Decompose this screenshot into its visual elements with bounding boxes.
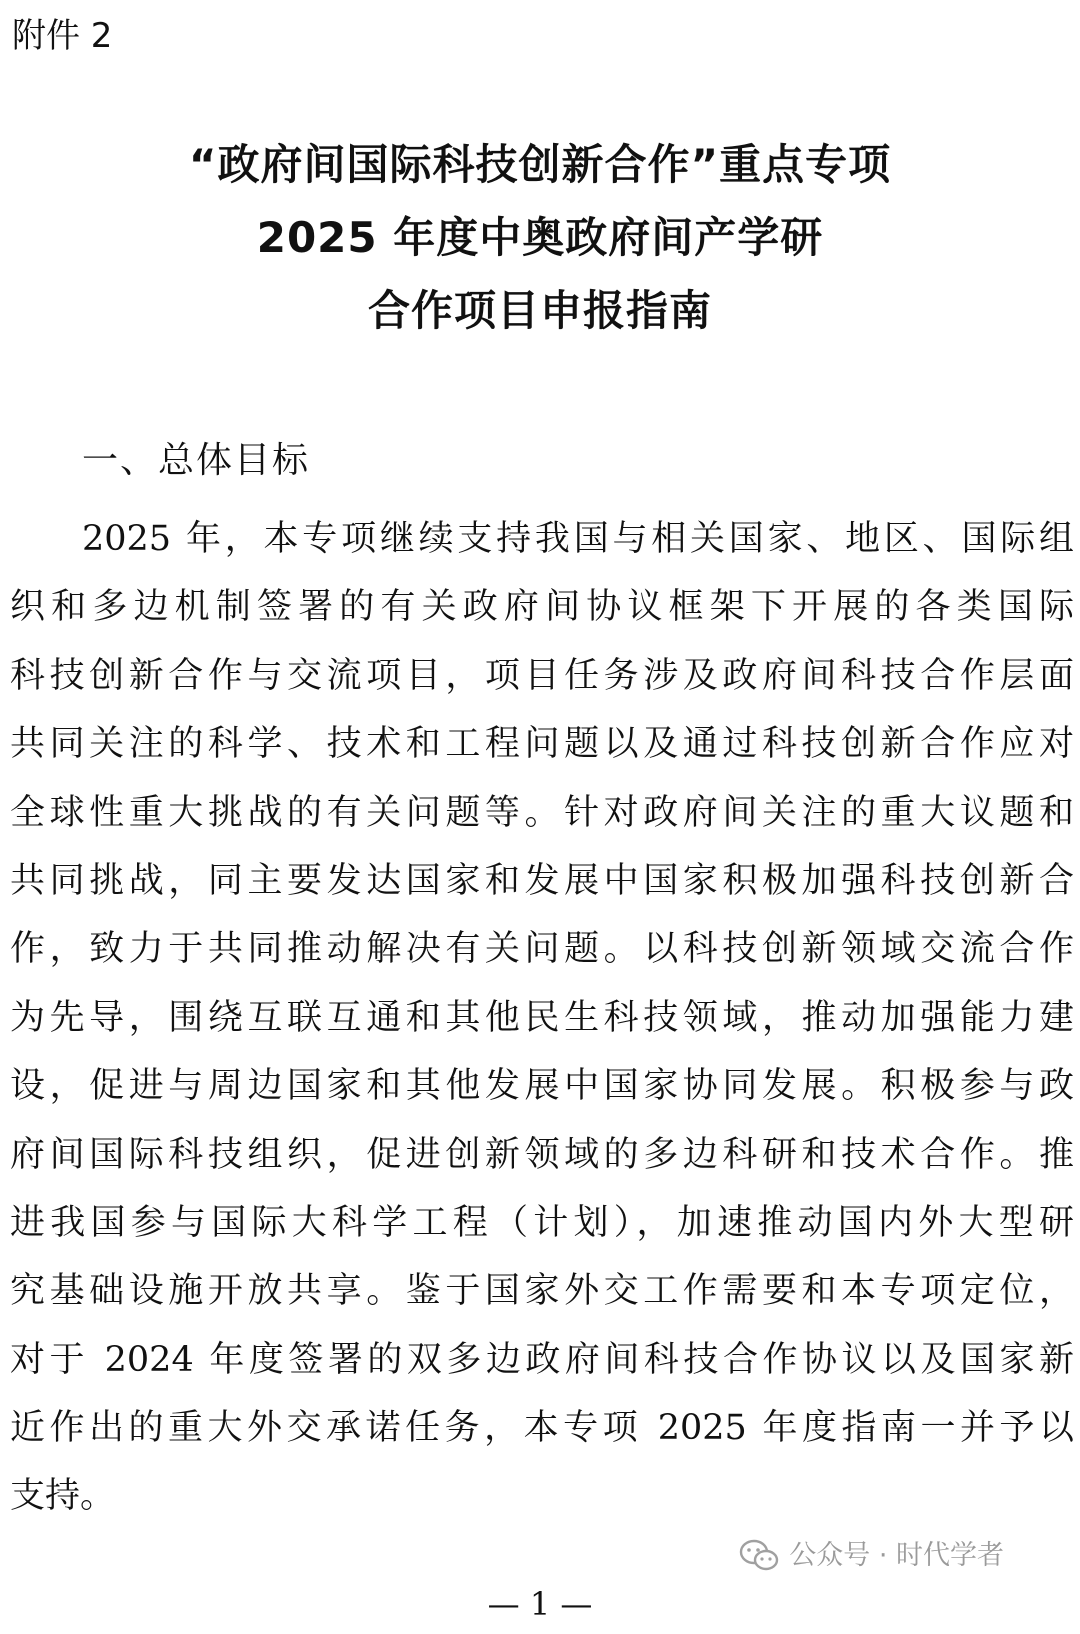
paragraph-line: 2025 年，本专项继续支持我国与相关国家、地区、国际组 <box>82 519 1074 559</box>
watermark-text: 公众号 · 时代学者 <box>789 1540 1004 1571</box>
wechat-icon <box>739 1539 779 1573</box>
title-line-3: 合作项目申报指南 <box>367 286 712 335</box>
watermark <box>739 1538 1004 1574</box>
body-paragraph <box>10 505 1074 1531</box>
paragraph-line: 作，致力于共同推动解决有关问题。以科技创新领域交流合作 <box>10 929 1074 970</box>
title-line-1: “政府间国际科技创新合作”重点专项 <box>188 140 892 189</box>
paragraph-line: 设，促进与周边国家和其他发展中国家协同发展。积极参与政 <box>10 1066 1074 1107</box>
paragraph-line: 共同挑战，同主要发达国家和发展中国家积极加强科技创新合 <box>10 860 1074 901</box>
document-title <box>0 128 1080 347</box>
paragraph-line: 进我国参与国际大科学工程（计划），加速推动国内外大型研 <box>10 1202 1074 1243</box>
attachment-label: 附件 2 <box>12 16 113 56</box>
paragraph-line: 共同关注的科学、技术和工程问题以及通过科技创新合作应对 <box>10 724 1074 765</box>
paragraph-line: 对于 2024 年度签署的双多边政府间科技合作协议以及国家新 <box>10 1339 1074 1380</box>
paragraph-line: 为先导，围绕互联互通和其他民生科技领域，推动加强能力建 <box>10 997 1074 1038</box>
page-number: — 1 — <box>487 1585 593 1623</box>
title-line-2: 2025 年度中奥政府间产学研 <box>256 213 824 262</box>
section-heading: 一、总体目标 <box>82 440 311 481</box>
paragraph-line: 全球性重大挑战的有关问题等。针对政府间关注的重大议题和 <box>10 792 1074 833</box>
paragraph-line: 支持。 <box>10 1476 116 1517</box>
paragraph-line: 府间国际科技组织，促进创新领域的多边科研和技术合作。推 <box>10 1134 1074 1175</box>
paragraph-line: 究基础设施开放共享。鉴于国家外交工作需要和本专项定位， <box>10 1271 1074 1312</box>
paragraph-line: 科技创新合作与交流项目，项目任务涉及政府间科技合作层面 <box>10 655 1074 696</box>
paragraph-line: 织和多边机制签署的有关政府间协议框架下开展的各类国际 <box>10 587 1074 628</box>
paragraph-line: 近作出的重大外交承诺任务，本专项 2025 年度指南一并予以 <box>10 1408 1074 1449</box>
